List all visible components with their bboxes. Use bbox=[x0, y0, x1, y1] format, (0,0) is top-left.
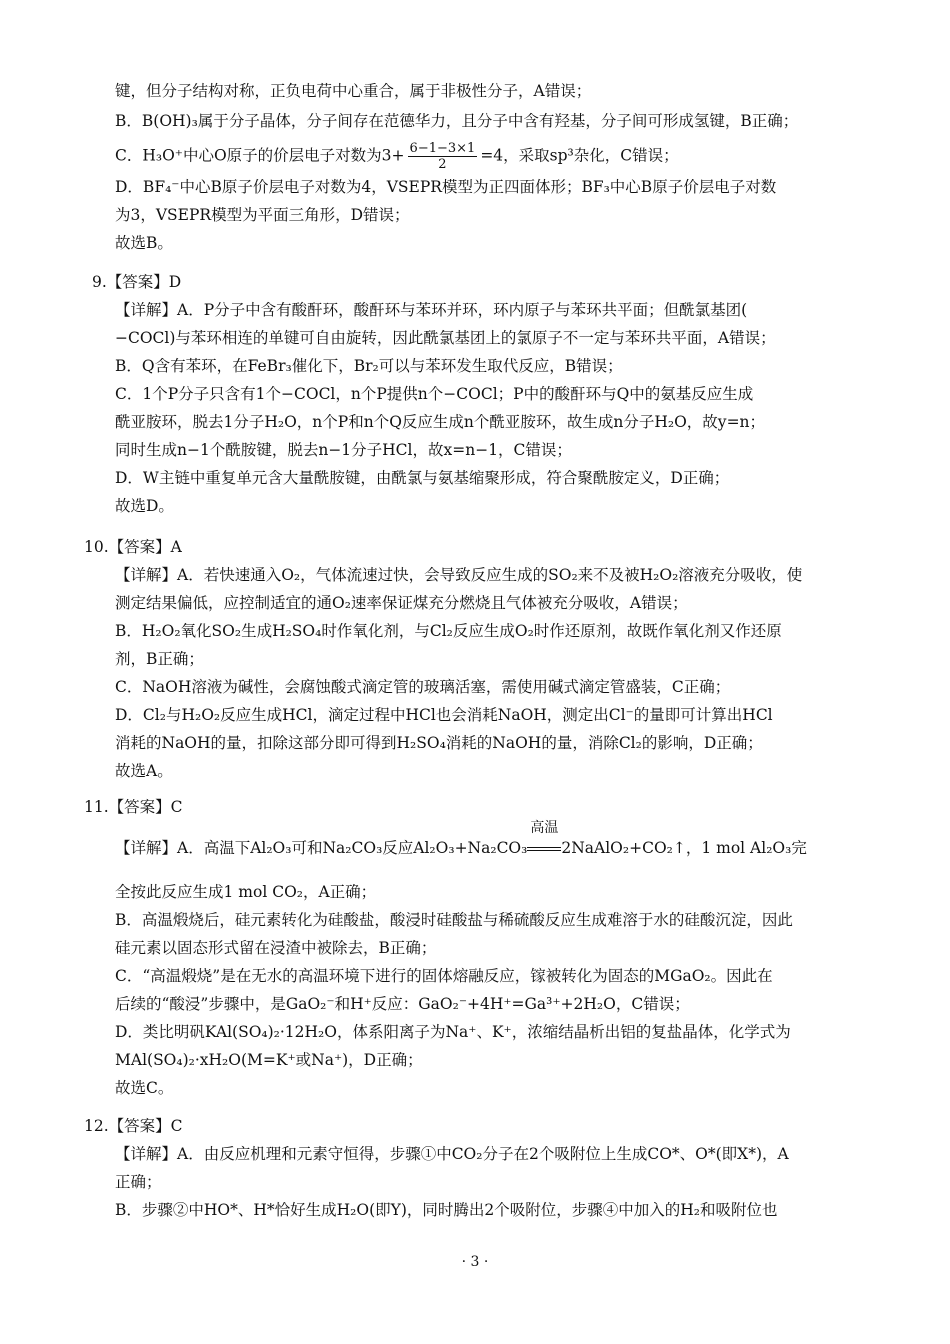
text-line: B．高温煅烧后，硅元素转化为硅酸盐，酸浸时硅酸盐与稀硫酸反应生成难溶于水的硅酸沉淀，因此 bbox=[115, 911, 793, 929]
text-line: C．“高温煅烧”是在无水的高温环境下进行的固体熔融反应，镓被转化为固态的MGaO₂。因此在 bbox=[115, 967, 773, 985]
text-line: B．Q含有苯环，在FeBr₃催化下，Br₂可以与苯环发生取代反应，B错误； bbox=[115, 357, 623, 375]
text-line: −COCl)与苯环相连的单键可自由旋转，因此酰氯基团上的氯原子不一定与苯环共平面，A错误； bbox=[115, 329, 776, 347]
text-line: D．W主链中重复单元含大量酰胺键，由酰氯与氨基缩聚形成，符合聚酰胺定义，D正确； bbox=[115, 469, 730, 487]
text-line: 同时生成n−1个酰胺键，脱去n−1分子HCl，故x=n−1，C错误； bbox=[115, 441, 572, 459]
text-line: C．1个P分子只含有1个−COCl，n个P提供n个−COCl；P中的酸酐环与Q中的氨基反应生成 bbox=[115, 385, 754, 403]
text-line: C．NaOH溶液为碱性，会腐蚀酸式滴定管的玻璃活塞，需使用碱式滴定管盛装，C正确； bbox=[115, 678, 731, 696]
text-line: 正确； bbox=[115, 1173, 162, 1191]
line-c-suffix: =4，采取sp³杂化，C错误； bbox=[480, 146, 679, 165]
answer-header: 12.【答案】C bbox=[84, 1117, 183, 1135]
text-line: 【详解】A．P分子中含有酸酐环，酸酐环与苯环并环，环内原子与苯环共平面；但酰氯基团( bbox=[115, 301, 748, 319]
text-line: D．Cl₂与H₂O₂反应生成HCl，滴定过程中HCl也会消耗NaOH，测定出Cl⁻的量即可计算出HCl bbox=[115, 706, 773, 724]
text-line: 故选B。 bbox=[115, 234, 173, 252]
reaction-condition bbox=[527, 820, 561, 858]
text-line: 硅元素以固态形式留在浸渣中被除去，B正确； bbox=[115, 939, 437, 957]
line-11a-suffix: 2NaAlO₂+CO₂↑，1 mol Al₂O₃完 bbox=[561, 839, 807, 857]
answer-header: 10.【答案】A bbox=[84, 538, 182, 556]
text-line: 测定结果偏低，应控制适宜的通O₂速率保证煤充分燃烧且气体被充分吸收，A错误； bbox=[115, 594, 688, 612]
line-11a-prefix: 【详解】A．高温下Al₂O₃可和Na₂CO₃反应Al₂O₃+Na₂CO₃ bbox=[115, 839, 528, 857]
line-c-prefix: C．H₃O⁺中心O原子的价层电子对数为3+ bbox=[115, 146, 405, 165]
text-line: 故选D。 bbox=[115, 497, 174, 515]
fraction bbox=[408, 141, 478, 172]
text-line-11a bbox=[115, 820, 875, 858]
text-line: B．B(OH)₃属于分子晶体，分子间存在范德华力，且分子中含有羟基，分子间可形成氢键，B正确； bbox=[115, 112, 799, 130]
fraction-numerator: 6−1−3×1 bbox=[409, 141, 476, 156]
text-line: 故选A。 bbox=[115, 762, 173, 780]
text-line: 【详解】A．由反应机理和元素守恒得，步骤①中CO₂分子在2个吸附位上生成CO*、O*(即X*)，A bbox=[115, 1145, 789, 1163]
text-line: 后续的“酸浸”步骤中，是GaO₂⁻和H⁺反应：GaO₂⁻+4H⁺=Ga³⁺+2H₂O，C错误； bbox=[115, 995, 690, 1013]
fraction-denominator: 2 bbox=[438, 157, 447, 172]
text-line: D．BF₄⁻中心B原子价层电子对数为4，VSEPR模型为正四面体形；BF₃中心B原子价层电子对数 bbox=[115, 178, 777, 196]
text-line: 剂，B正确； bbox=[115, 650, 204, 668]
answer-header: 11.【答案】C bbox=[84, 798, 183, 816]
text-line: B．步骤②中HO*、H*恰好生成H₂O(即Y)，同时腾出2个吸附位，步骤④中加入的H₂和吸附位也 bbox=[115, 1201, 778, 1219]
text-line: 酰亚胺环，脱去1分子H₂O，n个P和n个Q反应生成n个酰亚胺环，故生成n分子H₂O，故y=n； bbox=[115, 413, 766, 431]
condition-label: 高温 bbox=[530, 820, 559, 836]
text-line: 【详解】A．若快速通入O₂，气体流速过快，会导致反应生成的SO₂来不及被H₂O₂溶液充分吸收，使 bbox=[115, 566, 803, 584]
answer-header: 9.【答案】D bbox=[92, 273, 182, 291]
text-line: B．H₂O₂氧化SO₂生成H₂SO₄时作氧化剂，与Cl₂反应生成O₂时作还原剂，故既作氧化剂又作还原 bbox=[115, 622, 782, 640]
text-line-c-h3o bbox=[115, 141, 875, 172]
text-line: 为3，VSEPR模型为平面三角形，D错误； bbox=[115, 206, 410, 224]
text-line: 全按此反应生成1 mol CO₂，A正确； bbox=[115, 883, 377, 901]
equals-sign bbox=[527, 847, 561, 851]
text-line: 故选C。 bbox=[115, 1079, 174, 1097]
text-line: 键，但分子结构对称，正负电荷中心重合，属于非极性分子，A错误； bbox=[115, 82, 592, 100]
text-line: D．类比明矾KAl(SO₄)₂·12H₂O，体系阳离子为Na⁺、K⁺，浓缩结晶析出铝的复盐晶体，化学式为 bbox=[115, 1023, 791, 1041]
text-line: 消耗的NaOH的量，扣除这部分即可得到H₂SO₄消耗的NaOH的量，消除Cl₂的影响，D正确； bbox=[115, 734, 763, 752]
text-line: MAl(SO₄)₂·xH₂O(M=K⁺或Na⁺)，D正确； bbox=[115, 1051, 423, 1069]
page-number: · 3 · bbox=[461, 1254, 489, 1270]
